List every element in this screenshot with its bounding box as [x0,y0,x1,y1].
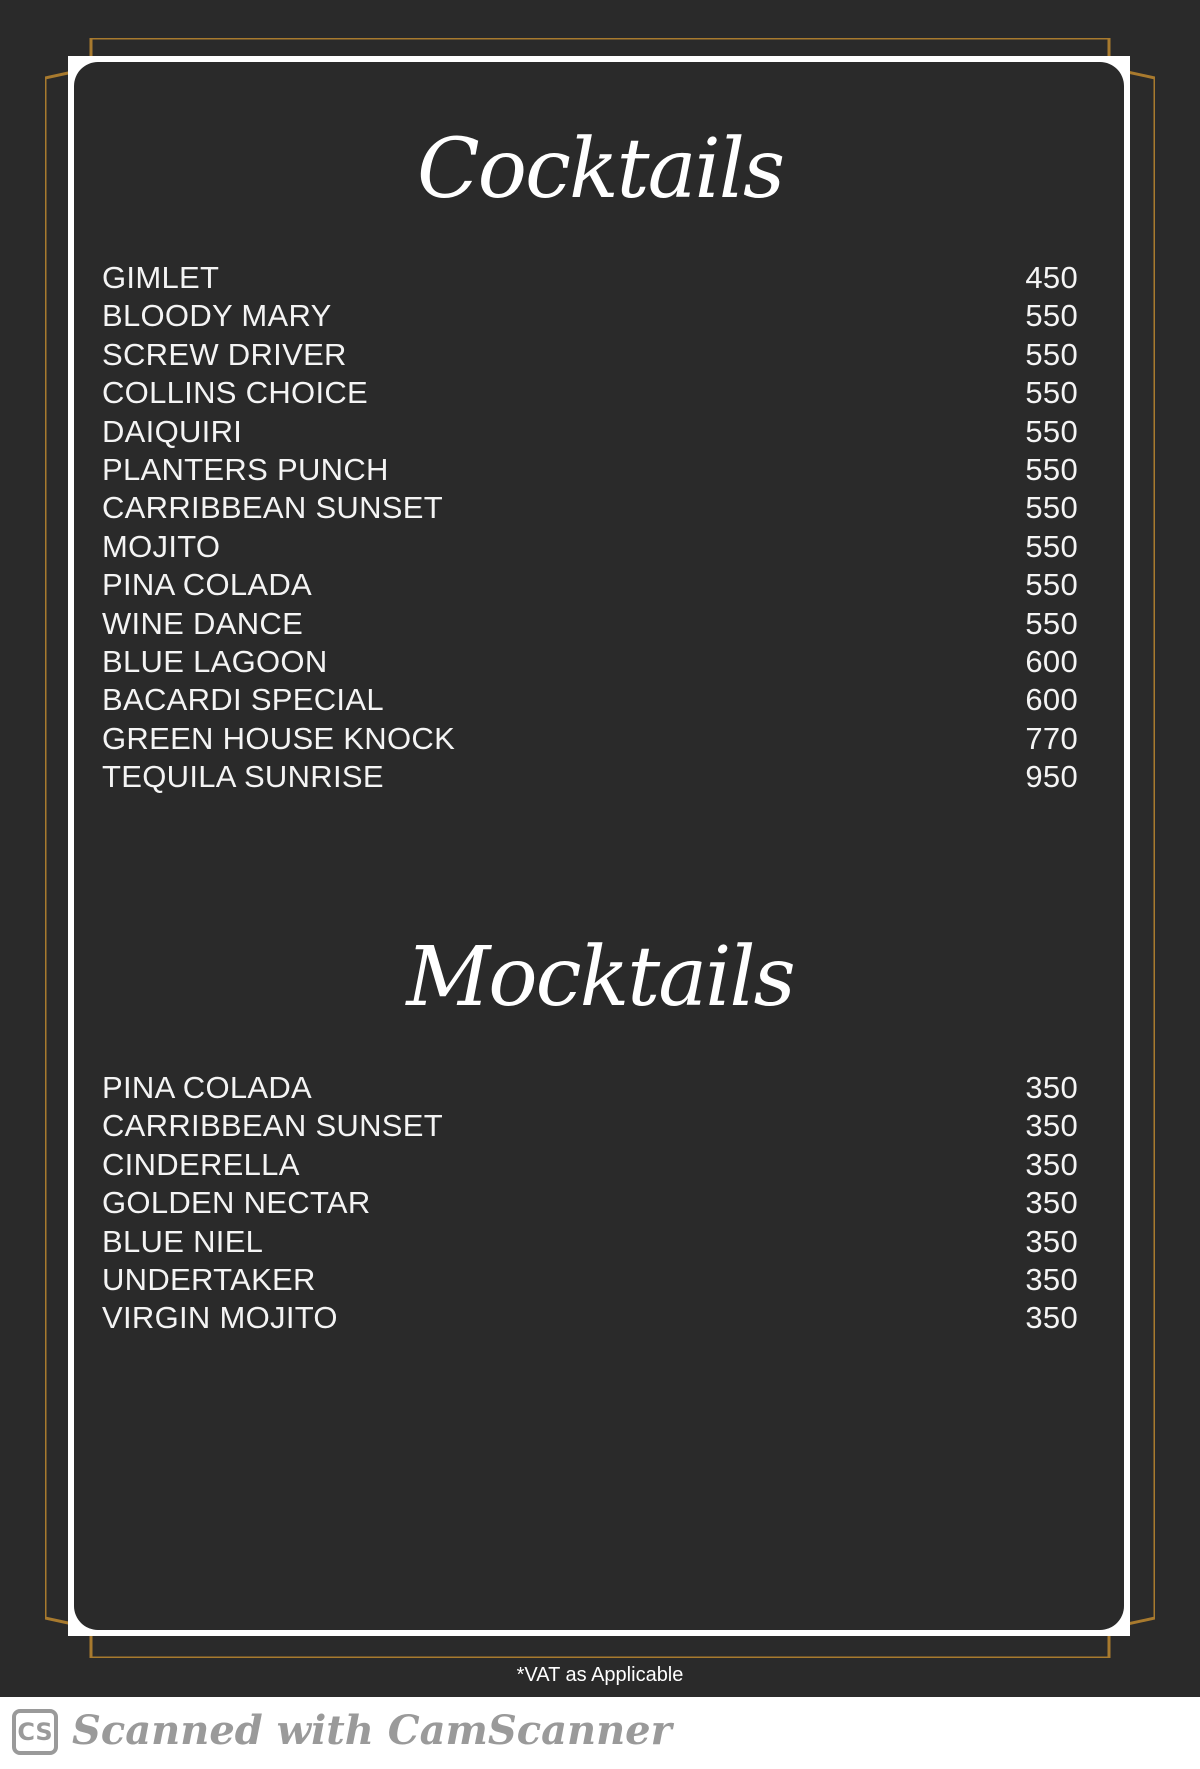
menu-item [102,1262,1078,1300]
menu-item [102,298,1078,336]
menu-item [102,260,1078,298]
item-price: 350 [1025,1300,1078,1336]
item-name: UNDERTAKER [102,1261,316,1297]
item-name: VIRGIN MOJITO [102,1300,338,1336]
menu-item [102,1070,1078,1108]
item-price: 450 [1025,260,1078,295]
item-price: 350 [1025,1261,1078,1297]
item-price: 350 [1025,1070,1078,1105]
item-name: MOJITO [102,528,221,564]
item-price: 550 [1025,336,1078,372]
item-price: 350 [1025,1108,1078,1144]
item-name: TEQUILA SUNRISE [102,759,384,795]
scanner-text: Scanned with CamScanner [72,1707,672,1754]
menu-item [102,1185,1078,1223]
item-price: 550 [1025,298,1078,334]
item-name: GIMLET [102,260,220,295]
item-price: 550 [1025,375,1078,411]
item-name: DAIQUIRI [102,413,243,449]
item-name: BLOODY MARY [102,298,332,334]
menu-item [102,759,1078,797]
mocktails-title: Mocktails [406,930,794,1025]
item-price: 600 [1025,643,1078,679]
item-name: GREEN HOUSE KNOCK [102,720,456,756]
item-name: CINDERELLA [102,1146,300,1182]
menu-item [102,1300,1078,1338]
menu-item [102,337,1078,375]
menu-item [102,414,1078,452]
item-price: 350 [1025,1146,1078,1182]
menu-item [102,490,1078,528]
item-price: 350 [1025,1185,1078,1221]
item-name: BLUE NIEL [102,1223,264,1259]
item-name: COLLINS CHOICE [102,375,369,411]
item-price: 350 [1025,1223,1078,1259]
item-price: 550 [1025,567,1078,603]
menu-item [102,529,1078,567]
item-price: 550 [1025,490,1078,526]
item-price: 600 [1025,682,1078,718]
item-name: WINE DANCE [102,605,304,641]
scanner-watermark [0,1697,1200,1769]
item-price: 770 [1025,720,1078,756]
item-name: PINA COLADA [102,567,313,603]
item-name: PLANTERS PUNCH [102,451,389,487]
menu-item [102,1108,1078,1146]
vat-footnote: *VAT as Applicable [516,1664,684,1686]
item-name: SCREW DRIVER [102,336,347,372]
item-price: 550 [1025,605,1078,641]
item-price: 950 [1025,759,1078,795]
cocktails-title: Cocktails [416,122,784,217]
menu-item [102,606,1078,644]
item-name: BLUE LAGOON [102,643,328,679]
cocktails-list [102,260,1078,797]
item-name: PINA COLADA [102,1070,313,1105]
item-price: 550 [1025,413,1078,449]
menu-item [102,1224,1078,1262]
item-name: GOLDEN NECTAR [102,1185,371,1221]
mocktails-list [102,1070,1078,1339]
item-price: 550 [1025,528,1078,564]
menu-item [102,644,1078,682]
menu-item [102,375,1078,413]
menu-item [102,1147,1078,1185]
item-name: CARRIBBEAN SUNSET [102,490,443,526]
item-price: 550 [1025,451,1078,487]
menu-item [102,682,1078,720]
menu-item [102,452,1078,490]
camscanner-logo-icon: CS [12,1709,58,1755]
menu-item [102,721,1078,759]
menu-item [102,567,1078,605]
item-name: CARRIBBEAN SUNSET [102,1108,443,1144]
item-name: BACARDI SPECIAL [102,682,384,718]
